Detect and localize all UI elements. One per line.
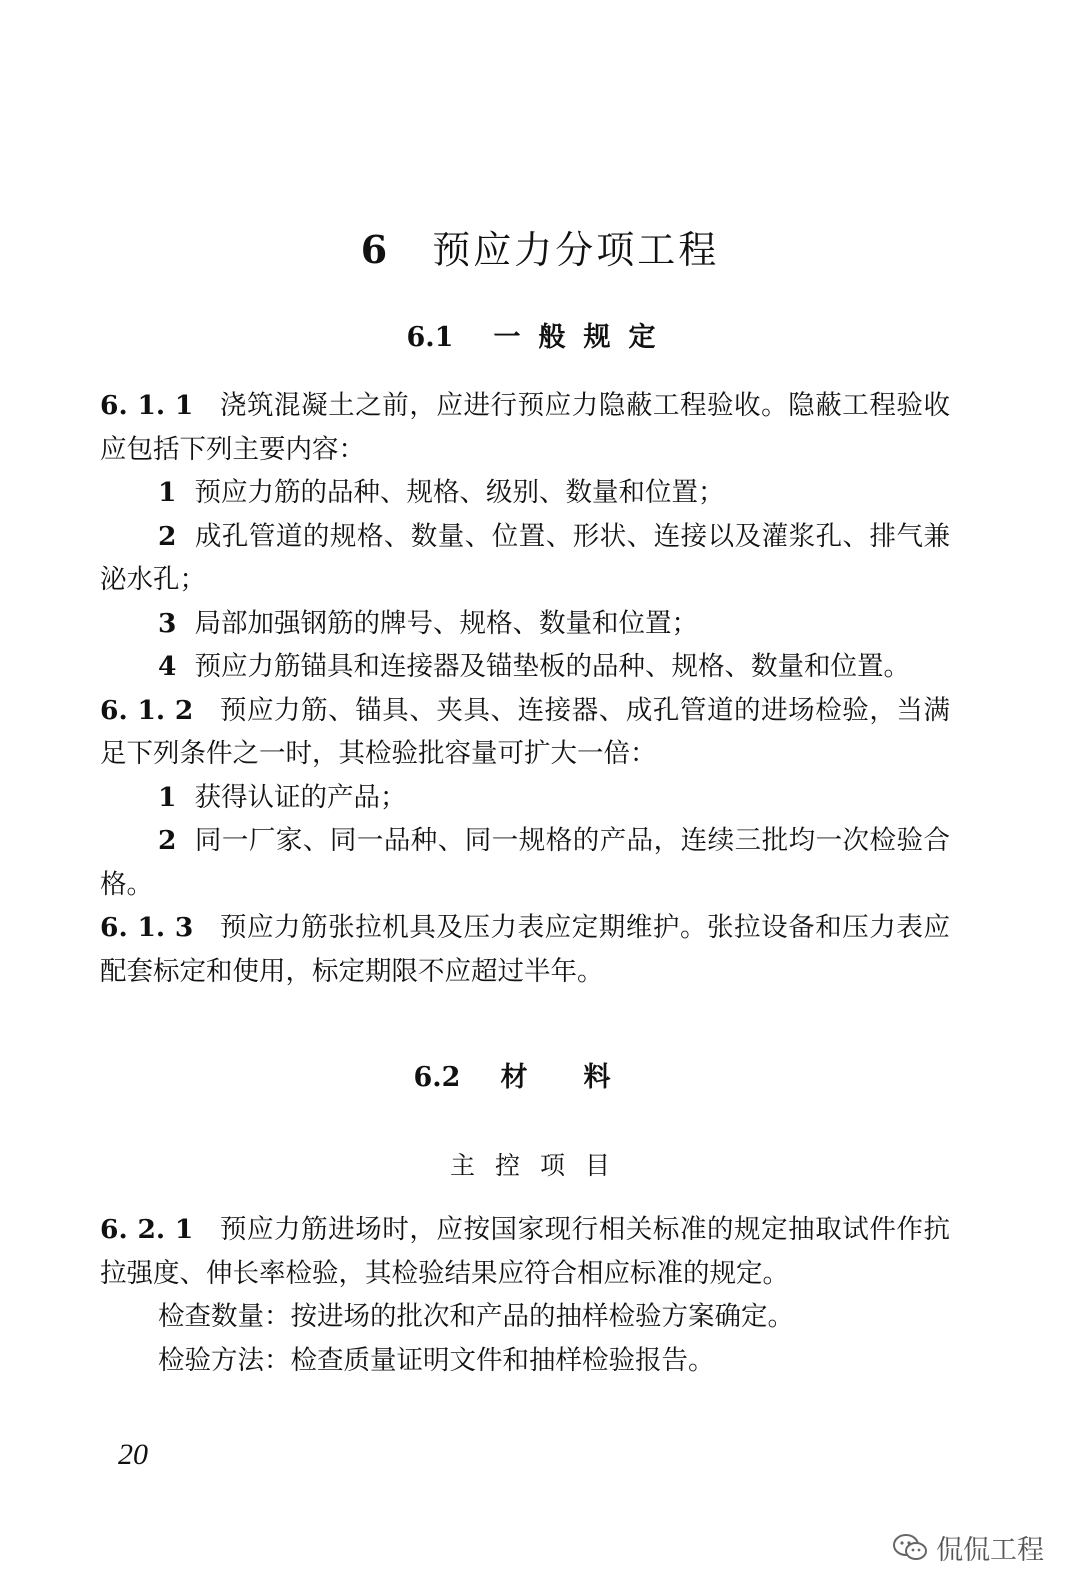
section-number: 6.1 — [406, 322, 454, 353]
chapter-number: 6 — [360, 227, 391, 272]
clause-text: 预应力筋张拉机具及压力表应定期维护。张拉设备和压力表应配套标定和使用，标定期限不应超过半年。 — [100, 912, 950, 987]
clause-6-1-2 — [100, 689, 950, 776]
clause-number: 6. 1. 3 — [100, 912, 194, 943]
clauses-6-2 — [100, 1208, 950, 1382]
section-heading: 一般规定 — [493, 322, 674, 353]
section-heading: 材料 — [500, 1062, 667, 1093]
check-method: 检验方法：检查质量证明文件和抽样检验报告。 — [158, 1344, 715, 1376]
clause-6-1-1 — [100, 384, 950, 471]
page-number: 20 — [118, 1438, 148, 1471]
section-title-6-1 — [0, 320, 1080, 356]
list-item: 4 预应力筋锚具和连接器及锚垫板的品种、规格、数量和位置。 — [158, 651, 910, 682]
list-item: 1 预应力筋的品种、规格、级别、数量和位置； — [158, 477, 725, 508]
list-item: 2 成孔管道的规格、数量、位置、形状、连接以及灌浆孔、排气兼泌水孔； — [100, 520, 950, 595]
watermark — [892, 1528, 1044, 1567]
clause-6-2-1 — [100, 1208, 950, 1295]
watermark-text: 侃侃工程 — [936, 1535, 1044, 1566]
clause-text: 预应力筋进场时，应按国家现行相关标准的规定抽取试件作抗拉强度、伸长率检验，其检验结果应符合相应标准的规定。 — [100, 1214, 950, 1289]
clause-number: 6. 1. 1 — [100, 390, 194, 421]
chapter-title — [0, 226, 1080, 274]
list-item: 1 获得认证的产品； — [158, 781, 407, 813]
section-title-6-2 — [0, 1060, 1080, 1096]
wechat-icon — [892, 1533, 928, 1563]
clauses-6-1 — [100, 384, 950, 993]
clause-text: 预应力筋、锚具、夹具、连接器、成孔管道的进场检验，当满足下列条件之一时，其检验批容量可扩大一倍： — [100, 694, 950, 769]
list-item: 2 同一厂家、同一品种、同一规格的产品，连续三批均一次检验合格。 — [100, 825, 950, 900]
subheading-main-control-items: 主控项目 — [449, 1151, 630, 1180]
clause-number: 6. 2. 1 — [100, 1214, 194, 1245]
clause-text: 浇筑混凝土之前，应进行预应力隐蔽工程验收。隐蔽工程验收应包括下列主要内容： — [100, 390, 950, 465]
list-item: 3 局部加强钢筋的牌号、规格、数量和位置； — [158, 607, 698, 639]
chapter-heading: 预应力分项工程 — [432, 228, 720, 272]
clause-number: 6. 1. 2 — [100, 694, 194, 726]
check-quantity: 检查数量：按进场的批次和产品的抽样检验方案确定。 — [158, 1301, 794, 1332]
clause-6-1-3 — [100, 906, 950, 993]
section-number: 6.2 — [413, 1062, 461, 1093]
